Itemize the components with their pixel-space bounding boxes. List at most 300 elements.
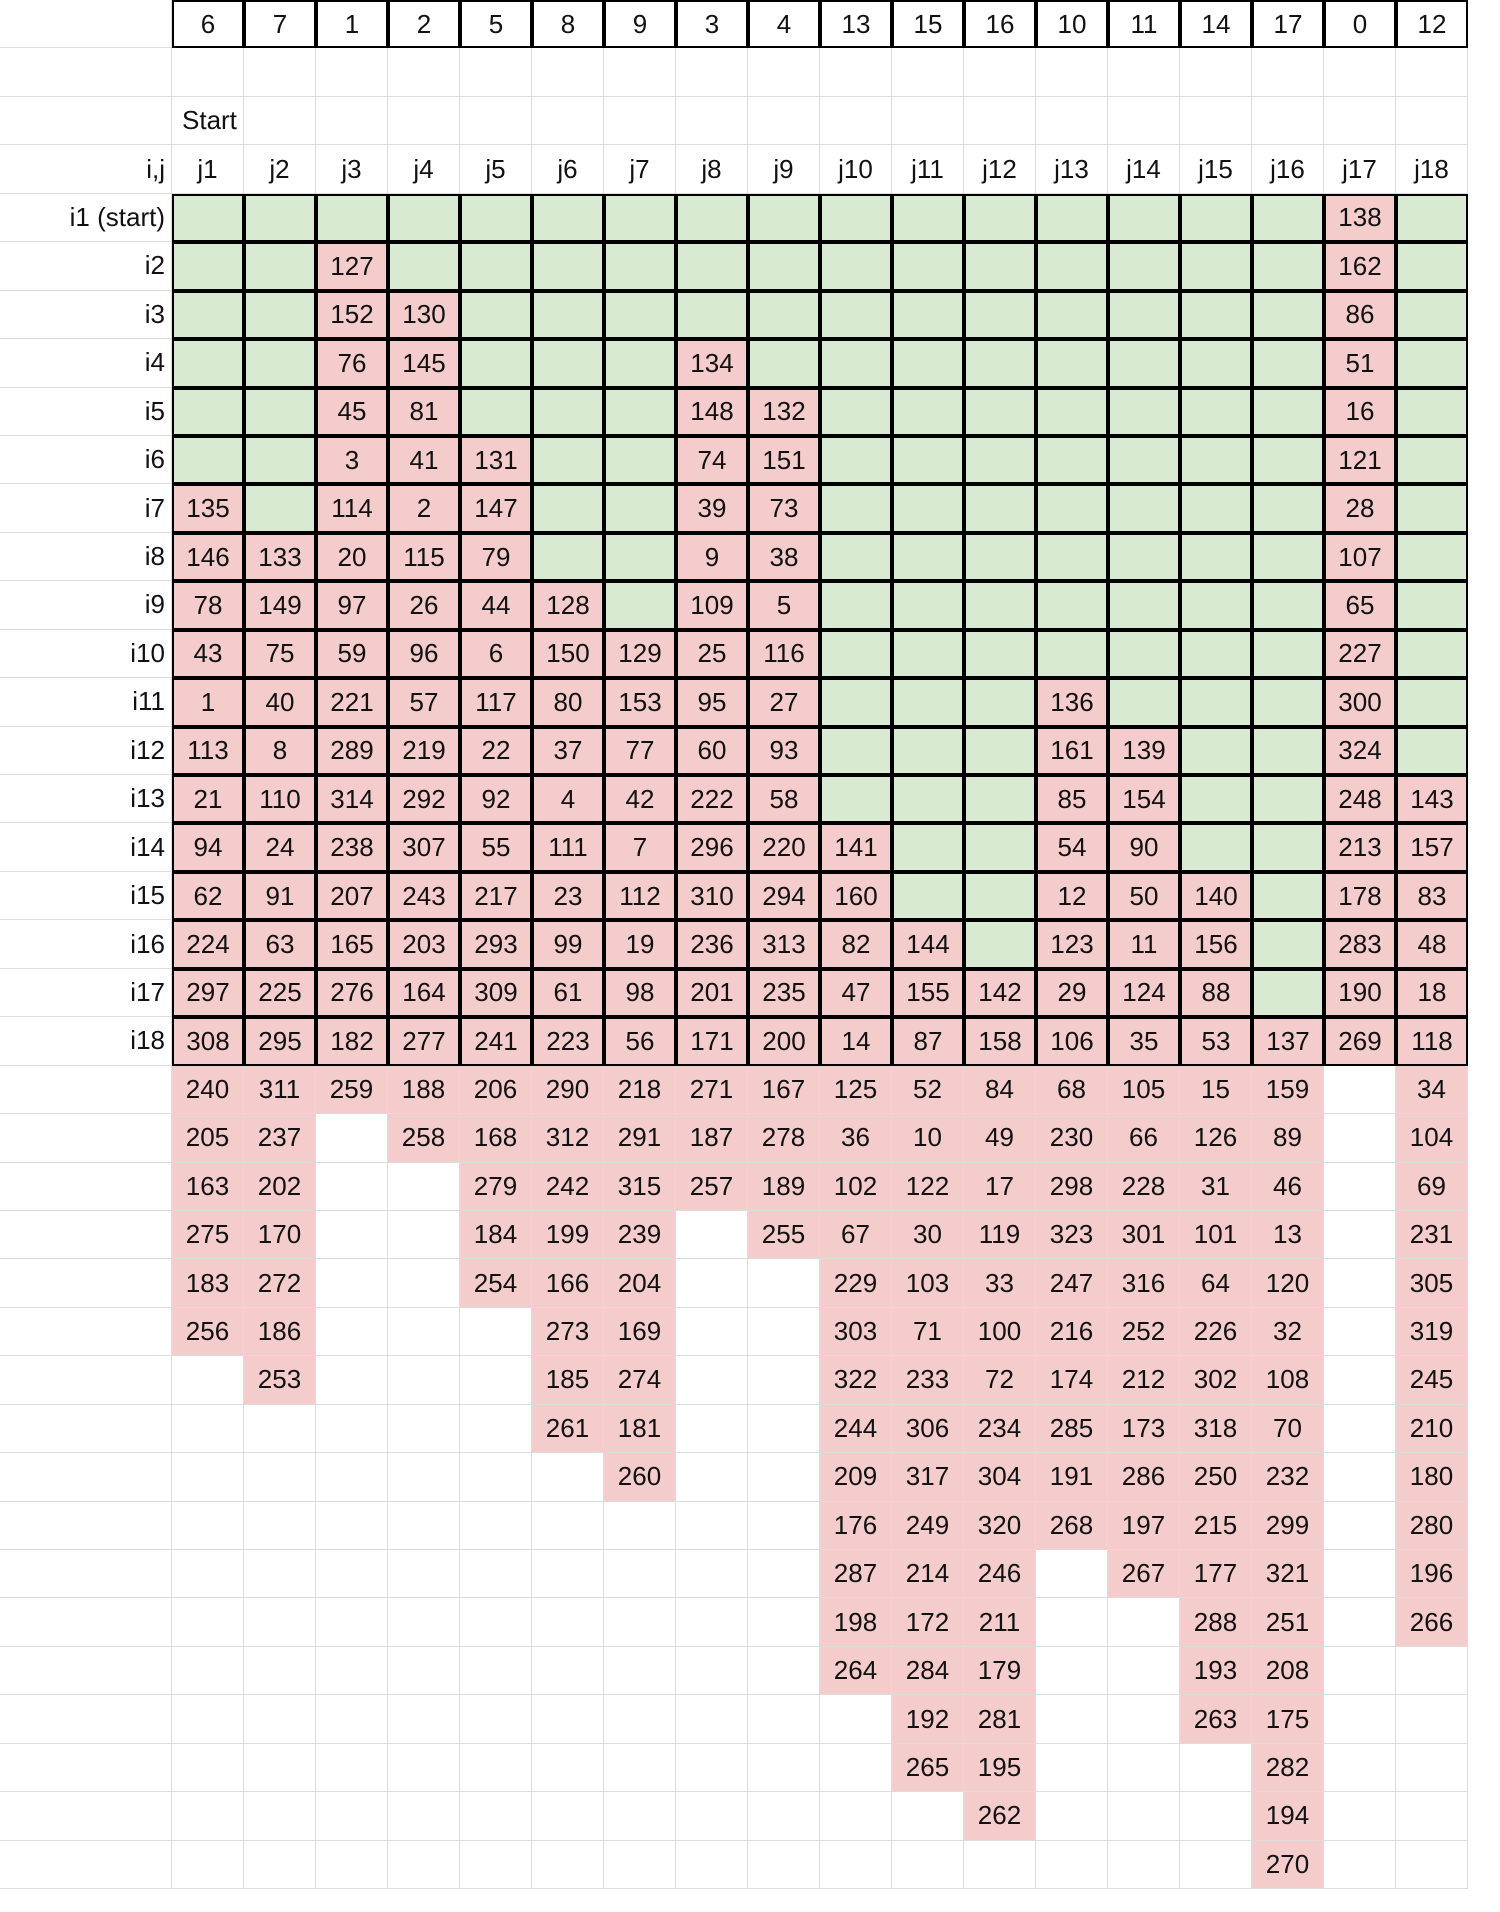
empty-cell[interactable] (172, 291, 244, 339)
blank-cell[interactable] (460, 1453, 532, 1501)
blank-cell[interactable] (244, 1792, 316, 1840)
blank-cell[interactable] (964, 97, 1036, 145)
filled-cell[interactable]: 93 (748, 727, 820, 775)
blank-cell[interactable] (1324, 97, 1396, 145)
filled-cell[interactable]: 65 (1324, 581, 1396, 629)
filled-cell[interactable]: 90 (1108, 823, 1180, 871)
overflow-cell[interactable]: 275 (172, 1211, 244, 1259)
filled-cell[interactable]: 5 (748, 581, 820, 629)
filled-cell[interactable]: 29 (1036, 969, 1108, 1017)
blank-cell[interactable] (820, 1841, 892, 1889)
filled-cell[interactable]: 148 (676, 388, 748, 436)
empty-cell[interactable] (604, 533, 676, 581)
blank-cell[interactable] (388, 1259, 460, 1307)
overflow-cell[interactable]: 187 (676, 1114, 748, 1162)
overflow-cell[interactable]: 270 (1252, 1841, 1324, 1889)
blank-cell[interactable] (388, 1502, 460, 1550)
filled-cell[interactable]: 314 (316, 775, 388, 823)
empty-cell[interactable] (1180, 388, 1252, 436)
filled-cell[interactable]: 293 (460, 920, 532, 968)
filled-cell[interactable]: 59 (316, 630, 388, 678)
overflow-cell[interactable]: 105 (1108, 1066, 1180, 1114)
empty-cell[interactable] (1108, 533, 1180, 581)
overflow-cell[interactable]: 120 (1252, 1259, 1324, 1307)
blank-cell[interactable] (1108, 1598, 1180, 1646)
filled-cell[interactable]: 164 (388, 969, 460, 1017)
filled-cell[interactable]: 132 (748, 388, 820, 436)
empty-cell[interactable] (1252, 484, 1324, 532)
row-label[interactable]: i14 (0, 823, 172, 871)
blank-cell[interactable] (1396, 1744, 1468, 1792)
blank-cell[interactable] (0, 48, 172, 96)
overflow-cell[interactable]: 311 (244, 1066, 316, 1114)
overflow-cell[interactable]: 280 (1396, 1502, 1468, 1550)
overflow-cell[interactable]: 212 (1108, 1356, 1180, 1404)
filled-cell[interactable]: 207 (316, 872, 388, 920)
overflow-cell[interactable]: 319 (1396, 1308, 1468, 1356)
filled-cell[interactable]: 297 (172, 969, 244, 1017)
empty-cell[interactable] (532, 339, 604, 387)
empty-cell[interactable] (1036, 388, 1108, 436)
empty-cell[interactable] (892, 533, 964, 581)
filled-cell[interactable]: 190 (1324, 969, 1396, 1017)
empty-cell[interactable] (892, 872, 964, 920)
overflow-cell[interactable]: 173 (1108, 1405, 1180, 1453)
blank-cell[interactable] (460, 97, 532, 145)
blank-cell[interactable] (0, 1453, 172, 1501)
empty-cell[interactable] (820, 630, 892, 678)
blank-cell[interactable] (1036, 1647, 1108, 1695)
column-header[interactable]: j10 (820, 145, 892, 193)
empty-cell[interactable] (1108, 484, 1180, 532)
filled-cell[interactable]: 138 (1324, 194, 1396, 242)
blank-cell[interactable] (244, 1695, 316, 1743)
filled-cell[interactable]: 221 (316, 678, 388, 726)
empty-cell[interactable] (1036, 242, 1108, 290)
overflow-cell[interactable]: 245 (1396, 1356, 1468, 1404)
overflow-cell[interactable]: 193 (1180, 1647, 1252, 1695)
overflow-cell[interactable]: 196 (1396, 1550, 1468, 1598)
row-label[interactable]: i4 (0, 339, 172, 387)
filled-cell[interactable]: 307 (388, 823, 460, 871)
overflow-cell[interactable]: 181 (604, 1405, 676, 1453)
blank-cell[interactable] (1324, 1550, 1396, 1598)
blank-cell[interactable] (820, 48, 892, 96)
row-label[interactable]: i6 (0, 436, 172, 484)
blank-cell[interactable] (316, 1259, 388, 1307)
order-cell[interactable]: 12 (1396, 0, 1468, 48)
filled-cell[interactable]: 7 (604, 823, 676, 871)
filled-cell[interactable]: 56 (604, 1017, 676, 1065)
overflow-cell[interactable]: 273 (532, 1308, 604, 1356)
overflow-cell[interactable]: 183 (172, 1259, 244, 1307)
blank-cell[interactable] (532, 1598, 604, 1646)
overflow-cell[interactable]: 64 (1180, 1259, 1252, 1307)
overflow-cell[interactable]: 197 (1108, 1502, 1180, 1550)
filled-cell[interactable]: 154 (1108, 775, 1180, 823)
empty-cell[interactable] (460, 242, 532, 290)
empty-cell[interactable] (1108, 678, 1180, 726)
blank-cell[interactable] (532, 1744, 604, 1792)
blank-cell[interactable] (0, 1598, 172, 1646)
empty-cell[interactable] (1252, 678, 1324, 726)
filled-cell[interactable]: 97 (316, 581, 388, 629)
filled-cell[interactable]: 115 (388, 533, 460, 581)
filled-cell[interactable]: 150 (532, 630, 604, 678)
overflow-cell[interactable]: 321 (1252, 1550, 1324, 1598)
empty-cell[interactable] (244, 242, 316, 290)
empty-cell[interactable] (460, 388, 532, 436)
blank-cell[interactable] (1036, 1744, 1108, 1792)
overflow-cell[interactable]: 84 (964, 1066, 1036, 1114)
empty-cell[interactable] (964, 484, 1036, 532)
blank-cell[interactable] (1180, 97, 1252, 145)
order-cell[interactable]: 9 (604, 0, 676, 48)
empty-cell[interactable] (1396, 291, 1468, 339)
blank-cell[interactable] (1324, 1453, 1396, 1501)
overflow-cell[interactable]: 278 (748, 1114, 820, 1162)
blank-cell[interactable] (748, 1308, 820, 1356)
empty-cell[interactable] (1252, 630, 1324, 678)
filled-cell[interactable]: 300 (1324, 678, 1396, 726)
blank-cell[interactable] (1324, 1792, 1396, 1840)
blank-cell[interactable] (604, 1598, 676, 1646)
filled-cell[interactable]: 45 (316, 388, 388, 436)
filled-cell[interactable]: 95 (676, 678, 748, 726)
filled-cell[interactable]: 161 (1036, 727, 1108, 775)
filled-cell[interactable]: 27 (748, 678, 820, 726)
overflow-cell[interactable]: 290 (532, 1066, 604, 1114)
blank-cell[interactable] (1396, 97, 1468, 145)
overflow-cell[interactable]: 195 (964, 1744, 1036, 1792)
blank-cell[interactable] (0, 1114, 172, 1162)
filled-cell[interactable]: 96 (388, 630, 460, 678)
blank-cell[interactable] (676, 1841, 748, 1889)
overflow-cell[interactable]: 234 (964, 1405, 1036, 1453)
filled-cell[interactable]: 238 (316, 823, 388, 871)
blank-cell[interactable] (0, 0, 172, 48)
empty-cell[interactable] (532, 291, 604, 339)
filled-cell[interactable]: 8 (244, 727, 316, 775)
blank-cell[interactable] (172, 48, 244, 96)
blank-cell[interactable] (460, 1744, 532, 1792)
column-header[interactable]: j7 (604, 145, 676, 193)
overflow-cell[interactable]: 218 (604, 1066, 676, 1114)
filled-cell[interactable]: 136 (1036, 678, 1108, 726)
filled-cell[interactable]: 25 (676, 630, 748, 678)
blank-cell[interactable] (388, 97, 460, 145)
empty-cell[interactable] (316, 194, 388, 242)
empty-cell[interactable] (892, 630, 964, 678)
filled-cell[interactable]: 76 (316, 339, 388, 387)
blank-cell[interactable] (460, 1647, 532, 1695)
filled-cell[interactable]: 133 (244, 533, 316, 581)
blank-cell[interactable] (532, 1647, 604, 1695)
overflow-cell[interactable]: 186 (244, 1308, 316, 1356)
blank-cell[interactable] (1108, 1792, 1180, 1840)
filled-cell[interactable]: 2 (388, 484, 460, 532)
blank-cell[interactable] (172, 1405, 244, 1453)
filled-cell[interactable]: 41 (388, 436, 460, 484)
blank-cell[interactable] (1396, 1647, 1468, 1695)
blank-cell[interactable] (1324, 1259, 1396, 1307)
overflow-cell[interactable]: 299 (1252, 1502, 1324, 1550)
overflow-cell[interactable]: 169 (604, 1308, 676, 1356)
overflow-cell[interactable]: 239 (604, 1211, 676, 1259)
blank-cell[interactable] (244, 1502, 316, 1550)
column-header[interactable]: j13 (1036, 145, 1108, 193)
blank-cell[interactable] (460, 1502, 532, 1550)
filled-cell[interactable]: 203 (388, 920, 460, 968)
blank-cell[interactable] (1108, 1744, 1180, 1792)
filled-cell[interactable]: 121 (1324, 436, 1396, 484)
overflow-cell[interactable]: 159 (1252, 1066, 1324, 1114)
overflow-cell[interactable]: 254 (460, 1259, 532, 1307)
blank-cell[interactable] (1396, 1695, 1468, 1743)
blank-cell[interactable] (1252, 97, 1324, 145)
filled-cell[interactable]: 152 (316, 291, 388, 339)
filled-cell[interactable]: 149 (244, 581, 316, 629)
blank-cell[interactable] (388, 1550, 460, 1598)
filled-cell[interactable]: 324 (1324, 727, 1396, 775)
empty-cell[interactable] (1396, 727, 1468, 775)
blank-cell[interactable] (676, 1647, 748, 1695)
blank-cell[interactable] (316, 1550, 388, 1598)
filled-cell[interactable]: 294 (748, 872, 820, 920)
blank-cell[interactable] (604, 1841, 676, 1889)
overflow-cell[interactable]: 244 (820, 1405, 892, 1453)
filled-cell[interactable]: 289 (316, 727, 388, 775)
overflow-cell[interactable]: 258 (388, 1114, 460, 1162)
overflow-cell[interactable]: 263 (1180, 1695, 1252, 1743)
blank-cell[interactable] (1324, 1502, 1396, 1550)
blank-cell[interactable] (388, 1453, 460, 1501)
filled-cell[interactable]: 116 (748, 630, 820, 678)
empty-cell[interactable] (1252, 194, 1324, 242)
overflow-cell[interactable]: 282 (1252, 1744, 1324, 1792)
overflow-cell[interactable]: 237 (244, 1114, 316, 1162)
empty-cell[interactable] (1108, 436, 1180, 484)
overflow-cell[interactable]: 184 (460, 1211, 532, 1259)
filled-cell[interactable]: 14 (820, 1017, 892, 1065)
overflow-cell[interactable]: 204 (604, 1259, 676, 1307)
blank-cell[interactable] (892, 48, 964, 96)
overflow-cell[interactable]: 194 (1252, 1792, 1324, 1840)
empty-cell[interactable] (1252, 823, 1324, 871)
filled-cell[interactable]: 51 (1324, 339, 1396, 387)
overflow-cell[interactable]: 322 (820, 1356, 892, 1404)
blank-cell[interactable] (1108, 1647, 1180, 1695)
blank-cell[interactable] (460, 1841, 532, 1889)
filled-cell[interactable]: 222 (676, 775, 748, 823)
filled-cell[interactable]: 9 (676, 533, 748, 581)
overflow-cell[interactable]: 67 (820, 1211, 892, 1259)
blank-cell[interactable] (1180, 1792, 1252, 1840)
filled-cell[interactable]: 112 (604, 872, 676, 920)
empty-cell[interactable] (892, 436, 964, 484)
blank-cell[interactable] (0, 1308, 172, 1356)
column-header[interactable]: j4 (388, 145, 460, 193)
blank-cell[interactable] (316, 1502, 388, 1550)
empty-cell[interactable] (532, 484, 604, 532)
overflow-cell[interactable]: 205 (172, 1114, 244, 1162)
filled-cell[interactable]: 94 (172, 823, 244, 871)
blank-cell[interactable] (0, 1841, 172, 1889)
overflow-cell[interactable]: 285 (1036, 1405, 1108, 1453)
blank-cell[interactable] (532, 1792, 604, 1840)
empty-cell[interactable] (460, 339, 532, 387)
blank-cell[interactable] (316, 1841, 388, 1889)
filled-cell[interactable]: 109 (676, 581, 748, 629)
blank-cell[interactable] (1036, 48, 1108, 96)
overflow-cell[interactable]: 176 (820, 1502, 892, 1550)
blank-cell[interactable] (676, 1792, 748, 1840)
filled-cell[interactable]: 54 (1036, 823, 1108, 871)
overflow-cell[interactable]: 256 (172, 1308, 244, 1356)
column-header[interactable]: j8 (676, 145, 748, 193)
blank-cell[interactable] (316, 1647, 388, 1695)
filled-cell[interactable]: 296 (676, 823, 748, 871)
empty-cell[interactable] (1252, 388, 1324, 436)
overflow-cell[interactable]: 312 (532, 1114, 604, 1162)
blank-cell[interactable] (1036, 1792, 1108, 1840)
filled-cell[interactable]: 53 (1180, 1017, 1252, 1065)
blank-cell[interactable] (388, 1792, 460, 1840)
empty-cell[interactable] (1036, 339, 1108, 387)
overflow-cell[interactable]: 198 (820, 1598, 892, 1646)
filled-cell[interactable]: 292 (388, 775, 460, 823)
empty-cell[interactable] (1108, 339, 1180, 387)
overflow-cell[interactable]: 191 (1036, 1453, 1108, 1501)
empty-cell[interactable] (1180, 581, 1252, 629)
order-cell[interactable]: 7 (244, 0, 316, 48)
filled-cell[interactable]: 43 (172, 630, 244, 678)
empty-cell[interactable] (820, 339, 892, 387)
blank-cell[interactable] (748, 1647, 820, 1695)
order-cell[interactable]: 6 (172, 0, 244, 48)
empty-cell[interactable] (604, 339, 676, 387)
overflow-cell[interactable]: 210 (1396, 1405, 1468, 1453)
blank-cell[interactable] (244, 1841, 316, 1889)
overflow-cell[interactable]: 274 (604, 1356, 676, 1404)
empty-cell[interactable] (1180, 823, 1252, 871)
blank-cell[interactable] (676, 97, 748, 145)
blank-cell[interactable] (0, 1695, 172, 1743)
empty-cell[interactable] (892, 727, 964, 775)
blank-cell[interactable] (748, 1453, 820, 1501)
blank-cell[interactable] (460, 1550, 532, 1598)
blank-cell[interactable] (0, 1550, 172, 1598)
blank-cell[interactable] (244, 97, 316, 145)
blank-cell[interactable] (0, 1405, 172, 1453)
filled-cell[interactable]: 140 (1180, 872, 1252, 920)
overflow-cell[interactable]: 104 (1396, 1114, 1468, 1162)
empty-cell[interactable] (1396, 533, 1468, 581)
filled-cell[interactable]: 79 (460, 533, 532, 581)
blank-cell[interactable] (1396, 1841, 1468, 1889)
overflow-cell[interactable]: 288 (1180, 1598, 1252, 1646)
blank-cell[interactable] (1396, 1792, 1468, 1840)
empty-cell[interactable] (1252, 872, 1324, 920)
blank-cell[interactable] (460, 1792, 532, 1840)
blank-cell[interactable] (316, 1308, 388, 1356)
filled-cell[interactable]: 142 (964, 969, 1036, 1017)
blank-cell[interactable] (316, 1356, 388, 1404)
overflow-cell[interactable]: 33 (964, 1259, 1036, 1307)
blank-cell[interactable] (460, 1405, 532, 1453)
filled-cell[interactable]: 162 (1324, 242, 1396, 290)
empty-cell[interactable] (1396, 581, 1468, 629)
blank-cell[interactable] (1324, 1405, 1396, 1453)
empty-cell[interactable] (1180, 775, 1252, 823)
empty-cell[interactable] (964, 872, 1036, 920)
empty-cell[interactable] (532, 194, 604, 242)
blank-cell[interactable] (748, 97, 820, 145)
filled-cell[interactable]: 18 (1396, 969, 1468, 1017)
empty-cell[interactable] (964, 291, 1036, 339)
overflow-cell[interactable]: 101 (1180, 1211, 1252, 1259)
empty-cell[interactable] (1180, 533, 1252, 581)
empty-cell[interactable] (532, 242, 604, 290)
blank-cell[interactable] (1324, 1598, 1396, 1646)
overflow-cell[interactable]: 318 (1180, 1405, 1252, 1453)
blank-cell[interactable] (1324, 48, 1396, 96)
blank-cell[interactable] (1036, 1695, 1108, 1743)
blank-cell[interactable] (676, 1405, 748, 1453)
empty-cell[interactable] (820, 388, 892, 436)
empty-cell[interactable] (1180, 678, 1252, 726)
filled-cell[interactable]: 160 (820, 872, 892, 920)
overflow-cell[interactable]: 215 (1180, 1502, 1252, 1550)
blank-cell[interactable] (172, 1647, 244, 1695)
order-cell[interactable]: 1 (316, 0, 388, 48)
overflow-cell[interactable]: 247 (1036, 1259, 1108, 1307)
column-header[interactable]: j15 (1180, 145, 1252, 193)
filled-cell[interactable]: 117 (460, 678, 532, 726)
blank-cell[interactable] (604, 1792, 676, 1840)
blank-cell[interactable] (1324, 1066, 1396, 1114)
order-cell[interactable]: 15 (892, 0, 964, 48)
row-label[interactable]: i1 (start) (0, 194, 172, 242)
empty-cell[interactable] (964, 339, 1036, 387)
column-header[interactable]: j9 (748, 145, 820, 193)
overflow-cell[interactable]: 255 (748, 1211, 820, 1259)
empty-cell[interactable] (964, 920, 1036, 968)
overflow-cell[interactable]: 216 (1036, 1308, 1108, 1356)
overflow-cell[interactable]: 202 (244, 1163, 316, 1211)
overflow-cell[interactable]: 103 (892, 1259, 964, 1307)
empty-cell[interactable] (244, 484, 316, 532)
overflow-cell[interactable]: 206 (460, 1066, 532, 1114)
overflow-cell[interactable]: 188 (388, 1066, 460, 1114)
empty-cell[interactable] (964, 823, 1036, 871)
blank-cell[interactable] (532, 97, 604, 145)
filled-cell[interactable]: 146 (172, 533, 244, 581)
row-label[interactable]: i5 (0, 388, 172, 436)
filled-cell[interactable]: 21 (172, 775, 244, 823)
blank-cell[interactable] (0, 97, 172, 145)
filled-cell[interactable]: 248 (1324, 775, 1396, 823)
blank-cell[interactable] (0, 1066, 172, 1114)
blank-cell[interactable] (0, 1792, 172, 1840)
filled-cell[interactable]: 141 (820, 823, 892, 871)
empty-cell[interactable] (1108, 242, 1180, 290)
filled-cell[interactable]: 269 (1324, 1017, 1396, 1065)
filled-cell[interactable]: 20 (316, 533, 388, 581)
row-label[interactable]: i11 (0, 678, 172, 726)
row-label[interactable]: i13 (0, 775, 172, 823)
overflow-cell[interactable]: 249 (892, 1502, 964, 1550)
